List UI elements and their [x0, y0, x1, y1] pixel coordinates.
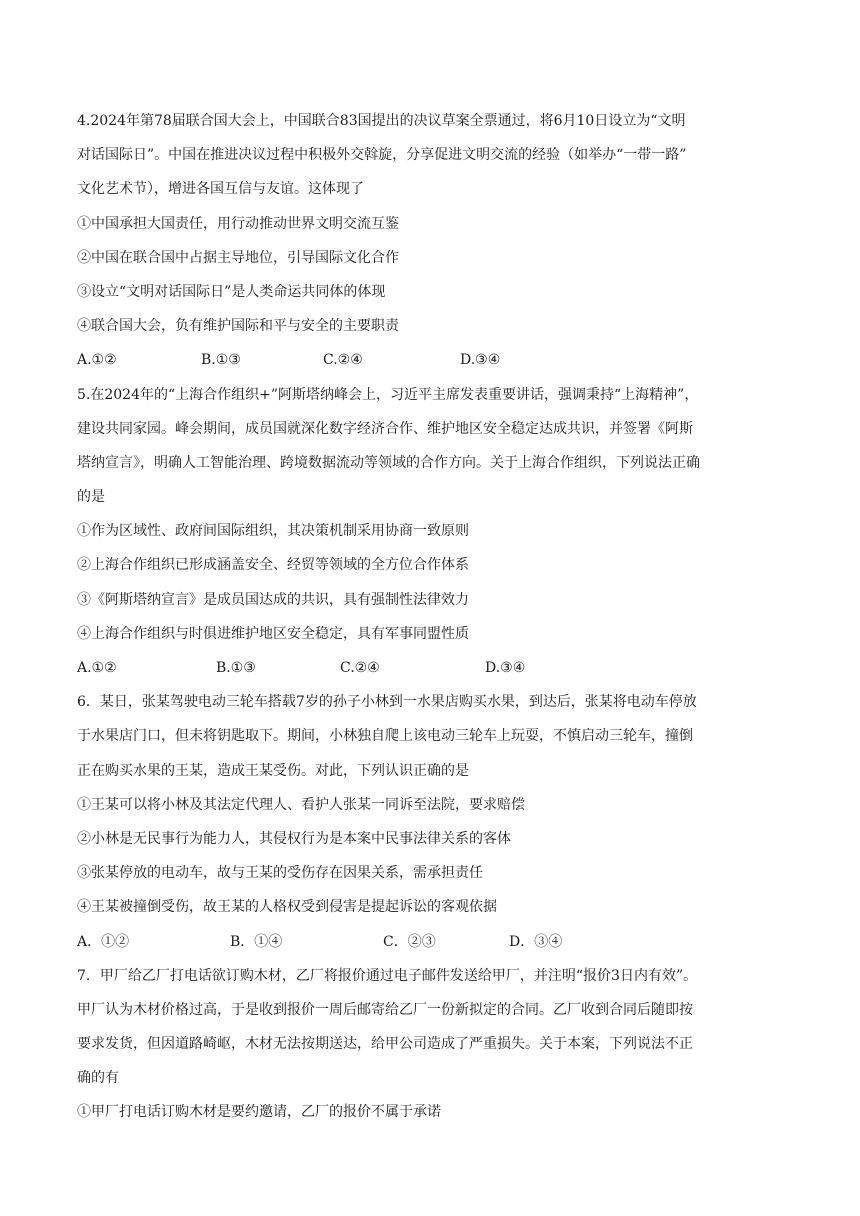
- question-stem-line: 要求发货，但因道路崎岖，木材无法按期送达，给甲公司造成了严重损失。关于本案，下列说法不正: [77, 1036, 693, 1053]
- answer-options: [77, 925, 787, 959]
- answer-options: [77, 651, 787, 685]
- question-stem-line: 对话国际日”。中国在推进决议过程中积极外交斡旋，分享促进文明交流的经验（如举办“一带一路”: [77, 147, 687, 164]
- statement: ①作为区域性、政府间国际组织，其决策机制采用协商一致原则: [77, 523, 469, 540]
- question-6: [77, 685, 787, 959]
- statement: ②小林是无民事行为能力人，其侵权行为是本案中民事法律关系的客体: [77, 830, 511, 847]
- statement: ④联合国大会，负有维护国际和平与安全的主要职责: [77, 318, 399, 335]
- question-stem-line: 塔纳宣言》，明确人工智能治理、跨境数据流动等领域的合作方向。关于上海合作组织，下列说法正确: [77, 454, 700, 471]
- option-c: C.②④: [323, 352, 363, 369]
- option-c: C．②③: [383, 933, 436, 950]
- question-5: [77, 378, 787, 686]
- option-d: D.③④: [485, 660, 526, 676]
- statement: ④王某被撞倒受伤，故王某的人格权受到侵害是提起诉讼的客观依据: [77, 899, 497, 916]
- statement: ②上海合作组织已形成涵盖安全、经贸等领域的全方位合作体系: [77, 557, 469, 574]
- question-stem-line: 确的有: [77, 1070, 119, 1087]
- statement: ③设立“文明对话国际日”是人类命运共同体的体现: [77, 283, 386, 300]
- question-stem-line: 7．甲厂给乙厂打电话欲订购木材，乙厂将报价通过电子邮件发送给甲厂，并注明“报价3日内有效”。: [77, 967, 698, 984]
- document-page: [77, 104, 787, 1130]
- option-c: C.②④: [340, 660, 380, 676]
- option-b: B.①③: [216, 660, 256, 676]
- option-a: A.①②: [77, 352, 117, 369]
- question-7: [77, 959, 787, 1130]
- option-a: A.①②: [77, 660, 117, 676]
- question-stem-line: 5.在2024年的“上海合作组织+”阿斯塔纳峰会上，习近平主席发表重要讲话，强调秉持“上海精神”，: [77, 386, 699, 403]
- option-d: D．③④: [509, 933, 563, 950]
- statement: ④上海合作组织与时俱进维护地区安全稳定，具有军事同盟性质: [77, 625, 469, 642]
- question-stem-line: 4.2024年第78届联合国大会上，中国联合83国提出的决议草案全票通过，将6月10日设立为“文明: [77, 113, 686, 129]
- statement: ①王某可以将小林及其法定代理人、看护人张某一同诉至法院，要求赔偿: [77, 796, 525, 813]
- statement: ②中国在联合国中占据主导地位，引导国际文化合作: [77, 249, 399, 266]
- option-b: B.①③: [201, 352, 241, 369]
- question-stem-line: 的是: [77, 489, 105, 506]
- option-b: B．①④: [230, 933, 283, 950]
- answer-options: [77, 343, 787, 377]
- question-stem-line: 建设共同家园。峰会期间，成员国就深化数字经济合作、维护地区安全稳定达成共识，并签署《阿斯: [77, 420, 693, 437]
- option-d: D.③④: [460, 352, 501, 369]
- statement: ①中国承担大国责任，用行动推动世界文明交流互鉴: [77, 215, 399, 232]
- question-stem-line: 正在购买水果的王某，造成王某受伤。对此，下列认识正确的是: [77, 762, 469, 779]
- question-stem-line: 于水果店门口，但未将钥匙取下。期间，小林独自爬上该电动三轮车上玩耍，不慎启动三轮车，撞倒: [77, 728, 693, 745]
- statement: ③《阿斯塔纳宣言》是成员国达成的共识，具有强制性法律效力: [77, 591, 469, 608]
- option-a: A．①②: [77, 933, 130, 950]
- question-stem-line: 甲厂认为木材价格过高，于是收到报价一周后邮寄给乙厂一份新拟定的合同。乙厂收到合同后随即按: [77, 1001, 693, 1018]
- question-4: [77, 104, 787, 378]
- question-stem-line: 文化艺术节），增进各国互信与友谊。这体现了: [77, 181, 364, 198]
- statement: ①甲厂打电话订购木材是要约邀请，乙厂的报价不属于承诺: [77, 1104, 441, 1121]
- statement: ③张某停放的电动车，故与王某的受伤存在因果关系，需承担责任: [77, 865, 483, 882]
- question-stem-line: 6．某日，张某驾驶电动三轮车搭载7岁的孙子小林到一水果店购买水果，到达后，张某将电动车停放: [77, 694, 697, 711]
